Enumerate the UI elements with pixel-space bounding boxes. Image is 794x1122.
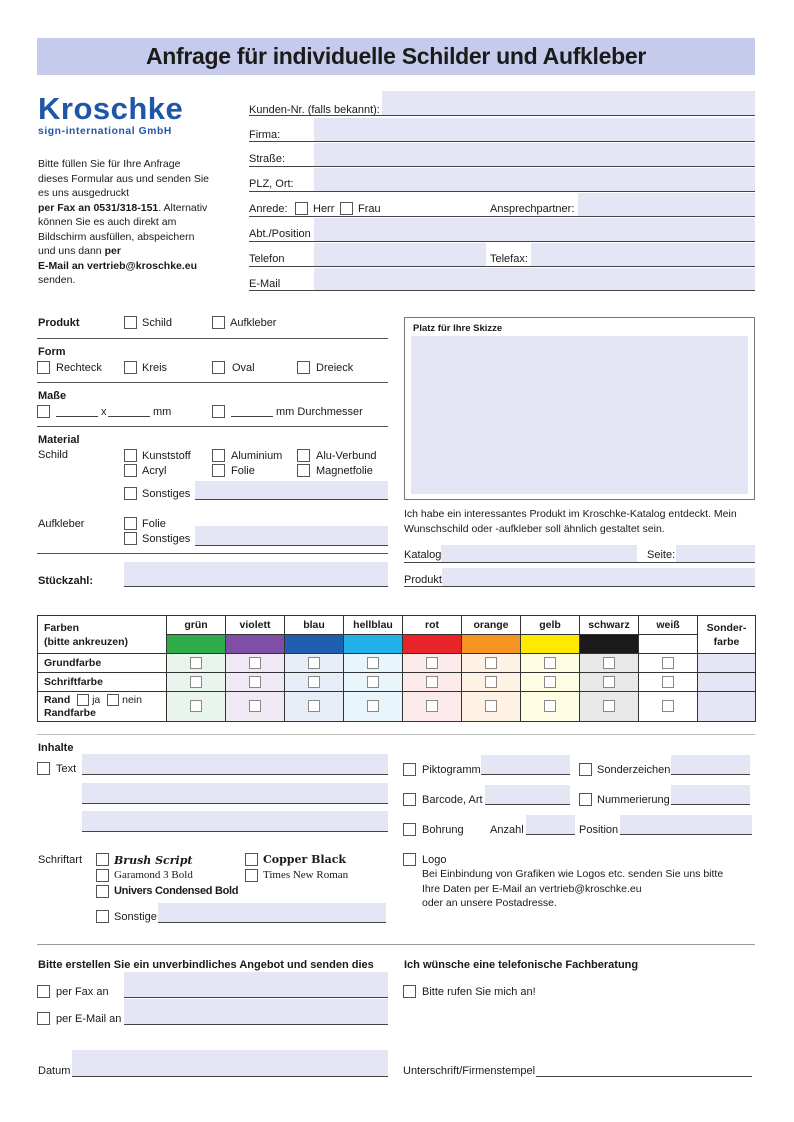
color-checkbox[interactable] — [485, 700, 497, 712]
font-garamond-checkbox[interactable] — [96, 869, 109, 882]
color-cell — [226, 654, 285, 673]
color-checkbox[interactable] — [190, 657, 202, 669]
color-swatch-5 — [462, 635, 521, 654]
ansprechpartner-label: Ansprechpartner: — [490, 203, 575, 215]
firma-input[interactable] — [314, 118, 755, 141]
abt-label: Abt./Position — [249, 228, 311, 240]
color-checkbox[interactable] — [603, 700, 615, 712]
form-label: Form — [38, 346, 66, 358]
abt-input[interactable] — [314, 218, 755, 241]
seite-label: Seite: — [647, 549, 676, 561]
color-header-gelb: gelb — [521, 616, 580, 635]
katalog-note: Ich habe ein interessantes Produkt im Kroschke-Katalog entdeckt. Mein Wunschschild oder -aufkleber soll ähnlich gestaltet sein. — [404, 508, 737, 535]
color-cell — [639, 692, 698, 722]
color-cell — [226, 673, 285, 692]
datum-label: Datum — [38, 1065, 71, 1077]
bohrung-anzahl-input[interactable] — [526, 815, 575, 834]
color-header-schwarz: schwarz — [580, 616, 639, 635]
material-sonstiges-input[interactable] — [195, 481, 388, 499]
color-cell — [403, 673, 462, 692]
angebot-email-checkbox[interactable] — [37, 1012, 50, 1025]
color-checkbox[interactable] — [544, 657, 556, 669]
font-copper-checkbox[interactable] — [245, 853, 258, 866]
masse-circle-checkbox[interactable] — [212, 405, 225, 418]
color-checkbox[interactable] — [426, 676, 438, 688]
strasse-input[interactable] — [314, 143, 755, 166]
color-checkbox[interactable] — [603, 657, 615, 669]
font-times-checkbox[interactable] — [245, 869, 258, 882]
sonderzeichen-checkbox[interactable] — [579, 763, 592, 776]
color-checkbox[interactable] — [662, 700, 674, 712]
beratung-checkbox[interactable] — [403, 985, 416, 998]
color-header-blau: blau — [285, 616, 344, 635]
katalog-produkt-input[interactable] — [442, 568, 755, 586]
color-checkbox[interactable] — [367, 700, 379, 712]
font-univers-checkbox[interactable] — [96, 885, 109, 898]
sonderfarbe-input[interactable] — [698, 673, 756, 692]
color-swatch-6 — [521, 635, 580, 654]
form-rechteck-checkbox[interactable] — [37, 361, 50, 374]
colors-header: Farben (bitte ankreuzen) — [38, 616, 167, 654]
sonderfarbe-header: Sonder- farbe — [698, 616, 756, 654]
sketch-area[interactable] — [404, 317, 755, 500]
color-checkbox[interactable] — [426, 657, 438, 669]
angebot-fax-input[interactable] — [124, 972, 388, 997]
masse-height-input[interactable] — [108, 416, 150, 417]
piktogramm-input[interactable] — [481, 755, 570, 774]
color-cell — [639, 673, 698, 692]
color-cell — [226, 692, 285, 722]
masse-rect-checkbox[interactable] — [37, 405, 50, 418]
row-label-schriftfarbe: Schriftfarbe — [38, 673, 167, 692]
color-checkbox[interactable] — [249, 657, 261, 669]
color-header-hellblau: hellblau — [344, 616, 403, 635]
form-oval-checkbox[interactable] — [212, 361, 225, 374]
row-label-randfarbe: Rand ja nein Randfarbe — [38, 692, 167, 722]
kundennr-label: Kunden-Nr. (falls bekannt): — [249, 104, 380, 116]
aufkleber-sonstiges-input[interactable] — [195, 526, 388, 545]
herr-checkbox[interactable] — [295, 202, 308, 215]
color-checkbox[interactable] — [190, 700, 202, 712]
telefax-input[interactable] — [531, 243, 755, 266]
color-cell — [521, 692, 580, 722]
form-kreis-checkbox[interactable] — [124, 361, 137, 374]
color-cell — [167, 673, 226, 692]
material-label: Material — [38, 434, 80, 446]
anrede-label: Anrede: — [249, 203, 288, 215]
sonderfarbe-input[interactable] — [698, 654, 756, 673]
color-header-gruen: grün — [167, 616, 226, 635]
katalog-label: Katalog — [404, 549, 442, 561]
color-checkbox[interactable] — [662, 676, 674, 688]
color-checkbox[interactable] — [367, 657, 379, 669]
color-cell — [580, 654, 639, 673]
nummerierung-checkbox[interactable] — [579, 793, 592, 806]
sonderfarbe-input[interactable] — [698, 692, 756, 722]
color-cell — [344, 673, 403, 692]
plz-input[interactable] — [314, 168, 755, 191]
beratung-title: Ich wünsche eine telefonische Fachberatung — [404, 959, 639, 971]
email-label: E-Mail — [249, 278, 281, 290]
plz-label: PLZ, Ort: — [249, 178, 294, 190]
material-sonstiges-checkbox[interactable] — [124, 487, 137, 500]
stueckzahl-input[interactable] — [124, 562, 388, 586]
color-cell — [344, 654, 403, 673]
company-logo-subtitle: sign-international GmbH — [38, 126, 172, 137]
produkt-schild-checkbox[interactable] — [124, 316, 137, 329]
color-swatch-3 — [344, 635, 403, 654]
schriftart-label: Schriftart — [38, 854, 83, 866]
unterschrift-label: Unterschrift/Firmenstempel — [403, 1065, 536, 1077]
color-cell — [403, 692, 462, 722]
logo-note: Bei Einbindung von Grafiken wie Logos etc. senden Sie uns bitte Ihre Daten per E-Mail an vertrieb@kroschke.eu oder an unsere Postadresse. — [422, 868, 724, 909]
color-cell — [580, 673, 639, 692]
color-cell — [403, 654, 462, 673]
seite-input[interactable] — [676, 545, 755, 562]
color-cell — [521, 673, 580, 692]
material-folie-checkbox[interactable] — [212, 464, 225, 477]
material-magnetfolie-checkbox[interactable] — [297, 464, 310, 477]
unterschrift-line[interactable] — [536, 1076, 752, 1077]
telefon-label: Telefon — [249, 253, 285, 265]
page-title: Anfrage für individuelle Schilder und Aufkleber — [145, 43, 647, 69]
material-aluminium-checkbox[interactable] — [212, 449, 225, 462]
color-cell — [639, 654, 698, 673]
form-dreieck-checkbox[interactable] — [297, 361, 310, 374]
color-checkbox[interactable] — [662, 657, 674, 669]
color-cell — [521, 654, 580, 673]
color-header-rot: rot — [403, 616, 462, 635]
barcode-input[interactable] — [485, 785, 570, 804]
color-cell — [167, 654, 226, 673]
produkt-label: Produkt — [38, 317, 80, 329]
color-swatch-8 — [639, 635, 698, 654]
color-swatch-1 — [226, 635, 285, 654]
logo-checkbox[interactable] — [403, 853, 416, 866]
material-acryl-checkbox[interactable] — [124, 464, 137, 477]
katalog-produkt-label: Produkt — [404, 574, 442, 586]
color-cell — [285, 692, 344, 722]
material-kunststoff-checkbox[interactable] — [124, 449, 137, 462]
bohrung-checkbox[interactable] — [403, 823, 416, 836]
masse-label: Maße — [38, 390, 67, 402]
font-brush-checkbox[interactable] — [96, 853, 109, 866]
bohrung-position-input[interactable] — [620, 815, 752, 834]
color-cell — [344, 692, 403, 722]
produkt-aufkleber-checkbox[interactable] — [212, 316, 225, 329]
color-header-violett: violett — [226, 616, 285, 635]
color-checkbox[interactable] — [603, 676, 615, 688]
colors-table — [37, 615, 756, 722]
font-sonstige-checkbox[interactable] — [96, 910, 109, 923]
row-label-grundfarbe: Grundfarbe — [38, 654, 167, 673]
stueckzahl-label: Stückzahl: — [38, 575, 94, 587]
color-cell — [580, 692, 639, 722]
text-input-1[interactable] — [82, 754, 388, 774]
company-logo: Kroschke — [38, 91, 184, 126]
color-cell — [462, 673, 521, 692]
color-checkbox[interactable] — [485, 657, 497, 669]
katalog-input[interactable] — [441, 545, 637, 562]
color-checkbox[interactable] — [485, 676, 497, 688]
color-checkbox[interactable] — [544, 700, 556, 712]
barcode-checkbox[interactable] — [403, 793, 416, 806]
strasse-label: Straße: — [249, 153, 286, 165]
color-swatch-0 — [167, 635, 226, 654]
telefax-label: Telefax: — [490, 253, 528, 265]
color-checkbox[interactable] — [367, 676, 379, 688]
aufkleber-sonstiges-checkbox[interactable] — [124, 532, 137, 545]
color-checkbox[interactable] — [308, 676, 320, 688]
inhalte-label: Inhalte — [38, 742, 74, 754]
ansprechpartner-input[interactable] — [578, 193, 755, 216]
color-cell — [285, 654, 344, 673]
datum-input[interactable] — [72, 1050, 388, 1076]
color-cell — [167, 692, 226, 722]
text-input-3[interactable] — [82, 811, 388, 831]
sketch-title: Platz für Ihre Skizze — [413, 323, 503, 334]
color-cell — [462, 654, 521, 673]
color-checkbox[interactable] — [544, 676, 556, 688]
color-header-orange: orange — [462, 616, 521, 635]
email-input[interactable] — [314, 268, 755, 290]
color-cell — [285, 673, 344, 692]
angebot-fax-checkbox[interactable] — [37, 985, 50, 998]
kundennr-input[interactable] — [382, 91, 755, 115]
color-checkbox[interactable] — [308, 700, 320, 712]
sonderzeichen-input[interactable] — [671, 755, 750, 774]
telefon-input[interactable] — [314, 243, 486, 266]
rand-ja-checkbox[interactable] — [77, 694, 89, 706]
color-checkbox[interactable] — [249, 676, 261, 688]
masse-width-input[interactable] — [56, 416, 98, 417]
font-sonstige-input[interactable] — [158, 903, 386, 922]
color-checkbox[interactable] — [249, 700, 261, 712]
angebot-title: Bitte erstellen Sie ein unverbindliches Angebot und senden dies — [38, 959, 374, 971]
angebot-email-input[interactable] — [124, 999, 388, 1024]
color-swatch-7 — [580, 635, 639, 654]
text-input-2[interactable] — [82, 783, 388, 803]
email-address: E-Mail an vertrieb@kroschke.eu — [38, 259, 198, 272]
masse-diameter-input[interactable] — [231, 416, 273, 417]
color-header-weiss: weiß — [639, 616, 698, 635]
text-checkbox[interactable] — [37, 762, 50, 775]
color-cell — [462, 692, 521, 722]
material-aluverbund-checkbox[interactable] — [297, 449, 310, 462]
aufkleber-folie-checkbox[interactable] — [124, 517, 137, 530]
color-swatch-2 — [285, 635, 344, 654]
frau-checkbox[interactable] — [340, 202, 353, 215]
intro-text: Bitte füllen Sie für Ihre Anfrage dieses Formular aus und senden Sie es uns ausgedruckt per Fax an 0531/318-151. Alternativ können Sie es auch direkt am Bildschirm ausfüllen, abspeichern und uns dann per E-Mail an vertrieb@kroschke.eu senden. — [38, 158, 210, 286]
color-swatch-4 — [403, 635, 462, 654]
rand-nein-checkbox[interactable] — [107, 694, 119, 706]
fax-number: per Fax an 0531/318-151 — [38, 201, 159, 214]
nummerierung-input[interactable] — [671, 785, 750, 804]
firma-label: Firma: — [249, 129, 281, 141]
color-checkbox[interactable] — [190, 676, 202, 688]
color-checkbox[interactable] — [308, 657, 320, 669]
color-checkbox[interactable] — [426, 700, 438, 712]
piktogramm-checkbox[interactable] — [403, 763, 416, 776]
